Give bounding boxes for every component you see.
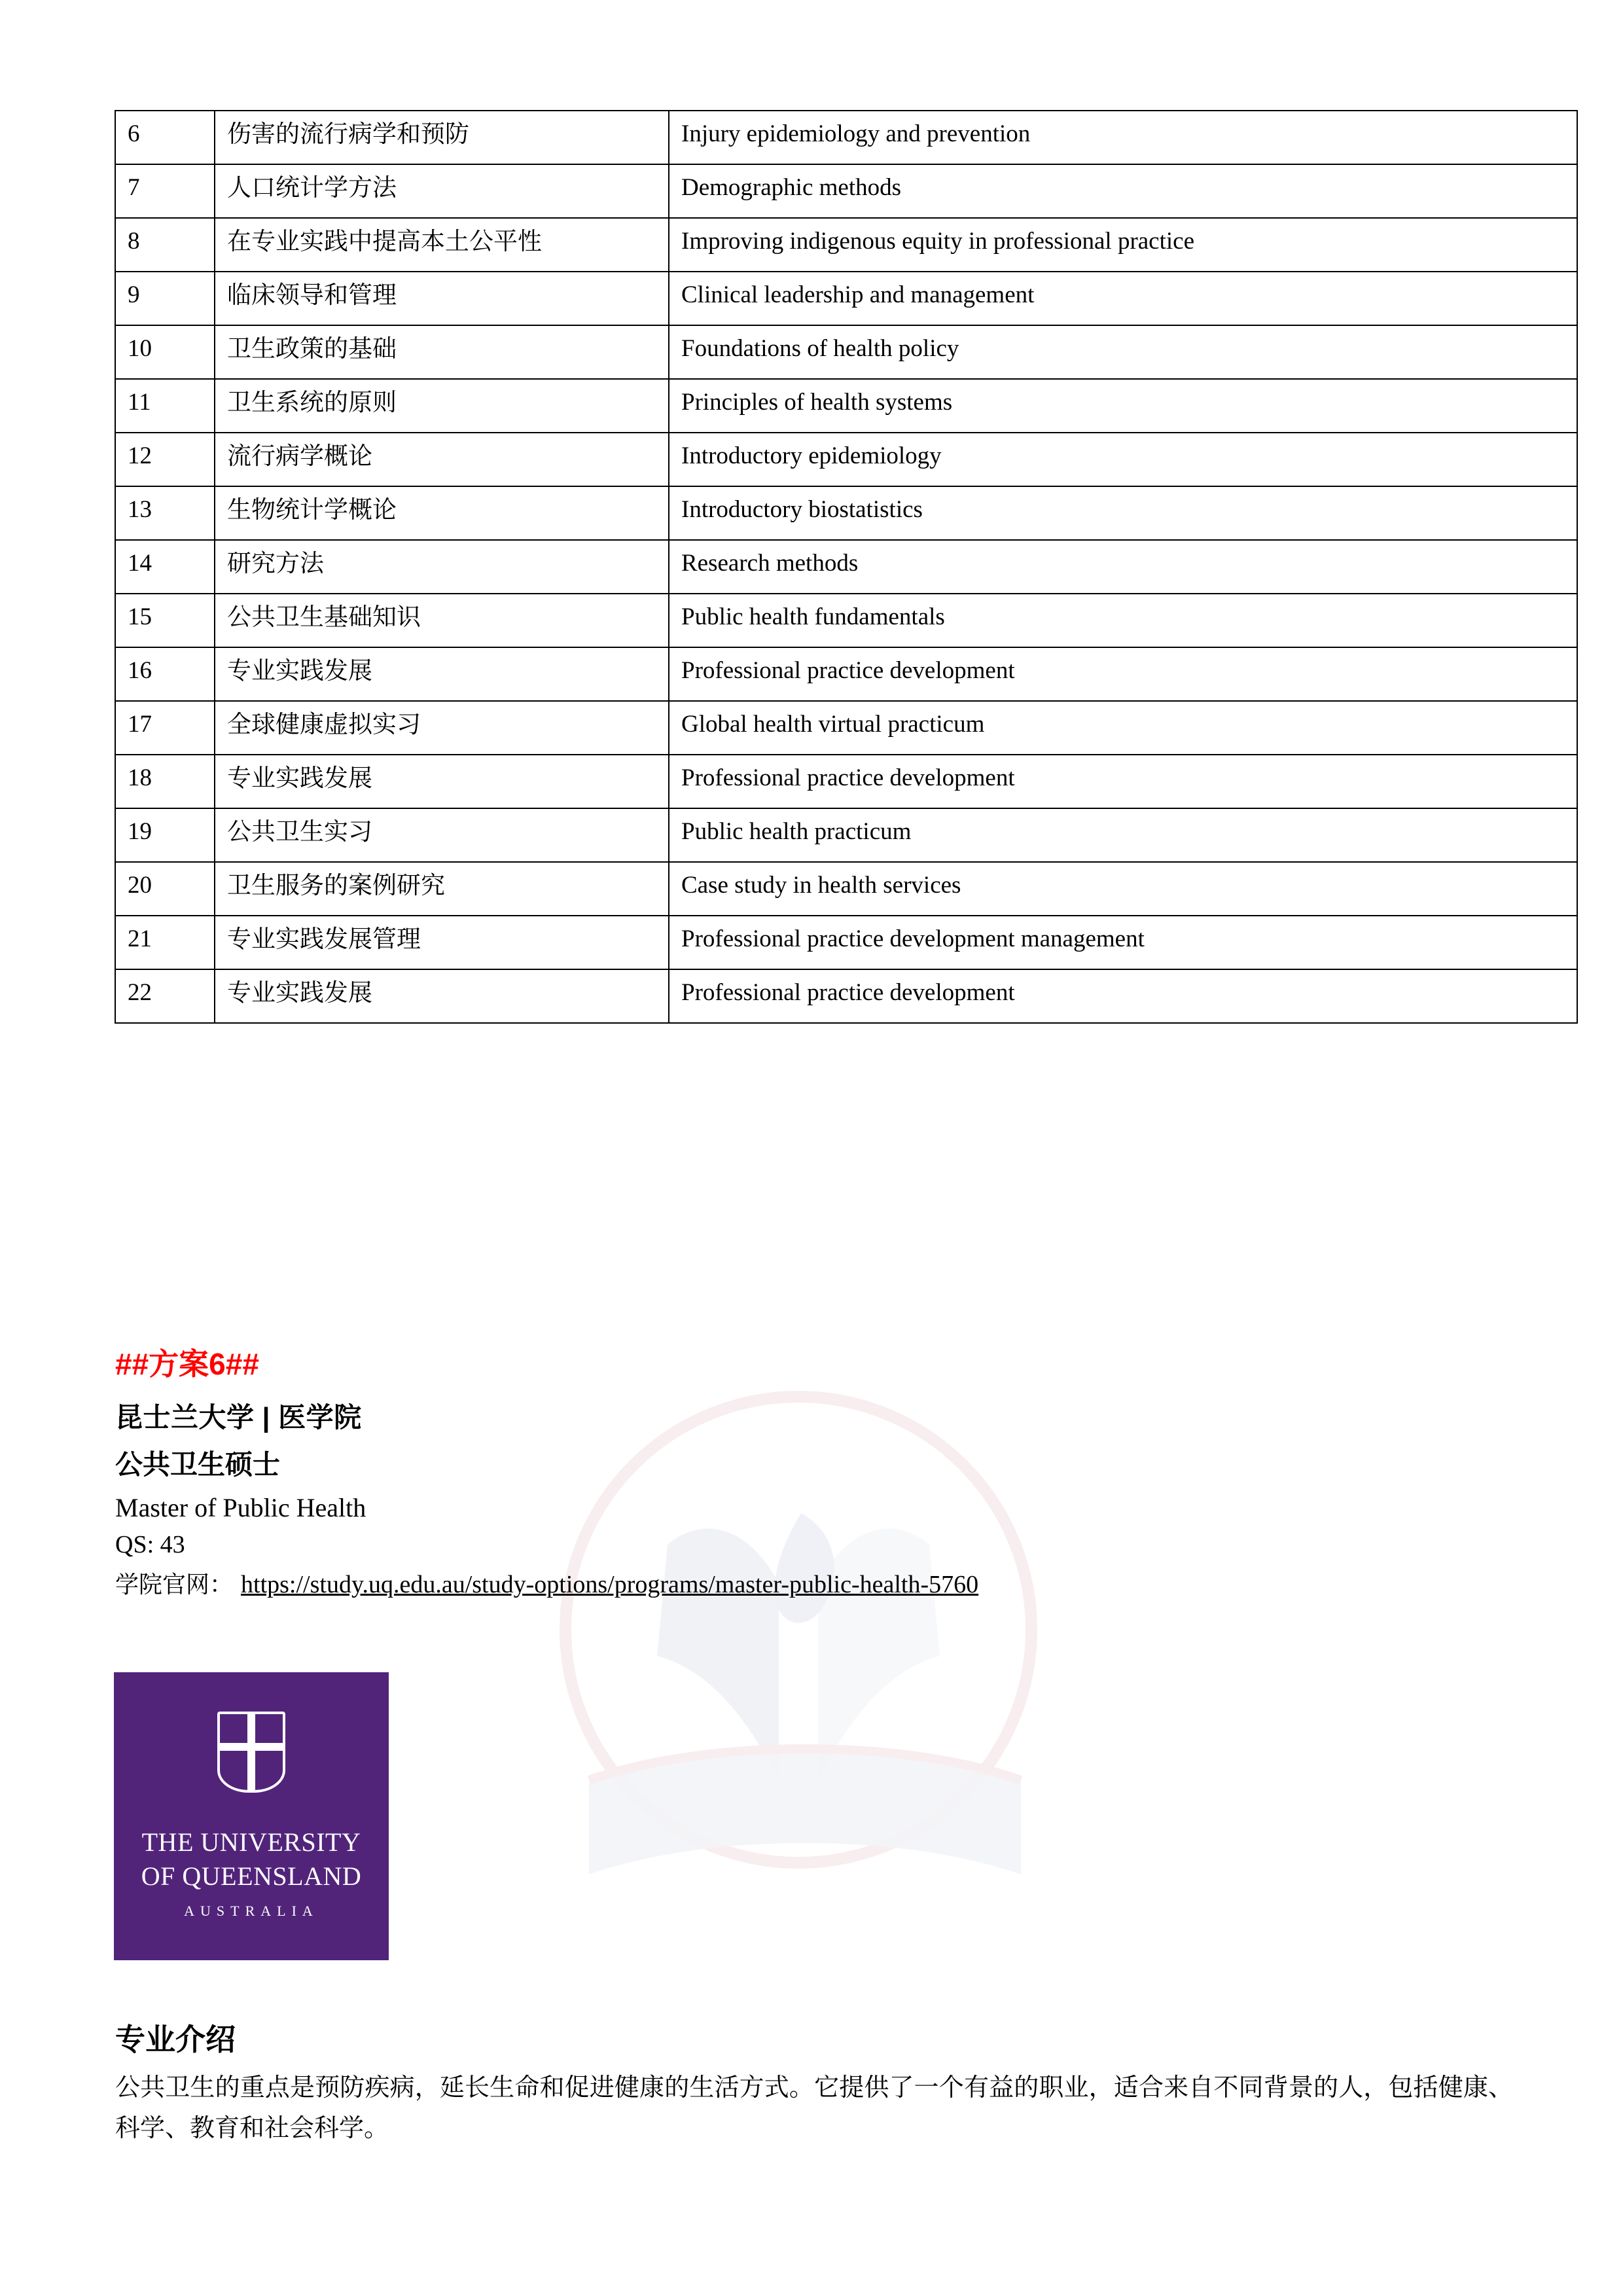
table-row [115,325,1577,379]
table-cell-name-zh: 临床领导和管理 [215,272,669,325]
table-cell-name-zh: 专业实践发展 [215,647,669,701]
table-cell-name-en: Professional practice development [669,755,1577,808]
table-cell-number: 19 [115,808,215,862]
table-row [115,862,1577,916]
logo-line-2: OF QUEENSLAND [141,1861,362,1891]
table-cell-name-zh: 研究方法 [215,540,669,594]
degree-title-en: Master of Public Health [115,1493,366,1522]
table-cell-number: 17 [115,701,215,755]
course-table [115,110,1578,1024]
table-cell-name-en: Injury epidemiology and prevention [669,111,1577,164]
table-row [115,272,1577,325]
qs-ranking: QS: 43 [115,1531,185,1558]
table-cell-name-en: Principles of health systems [669,379,1577,433]
table-cell-name-zh: 全球健康虚拟实习 [215,701,669,755]
table-cell-number: 12 [115,433,215,486]
table-row [115,808,1577,862]
university-logo [114,1672,389,1960]
table-cell-name-zh: 专业实践发展 [215,969,669,1023]
table-cell-name-zh: 专业实践发展 [215,755,669,808]
table-cell-name-en: Professional practice development [669,647,1577,701]
table-row [115,969,1577,1023]
table-cell-name-zh: 流行病学概论 [215,433,669,486]
degree-title-zh: 公共卫生硕士 [115,1449,281,1480]
table-cell-number: 7 [115,164,215,218]
table-cell-number: 15 [115,594,215,647]
table-cell-name-zh: 伤害的流行病学和预防 [215,111,669,164]
table-row [115,433,1577,486]
official-website-link[interactable]: https://study.uq.edu.au/study-options/programs/master-public-health-5760 [241,1571,979,1598]
table-cell-number: 20 [115,862,215,916]
table-cell-number: 16 [115,647,215,701]
table-cell-name-zh: 公共卫生基础知识 [215,594,669,647]
table-cell-number: 8 [115,218,215,272]
table-cell-name-zh: 公共卫生实习 [215,808,669,862]
table-cell-number: 21 [115,916,215,969]
table-cell-number: 9 [115,272,215,325]
table-row [115,701,1577,755]
intro-heading: 专业介绍 [115,2022,236,2056]
logo-line-3: AUSTRALIA [184,1903,319,1919]
intro-body: 公共卫生的重点是预防疾病，延长生命和促进健康的生活方式。它提供了一个有益的职业，适合来自不同背景的人，包括健康、科学、教育和社会科学。 [115,2074,1513,2142]
official-website-row [115,1566,978,1600]
table-row [115,755,1577,808]
table-cell-number: 13 [115,486,215,540]
table-cell-name-zh: 生物统计学概论 [215,486,669,540]
table-cell-name-zh: 人口统计学方法 [215,164,669,218]
official-website-label: 学院官网： [115,1571,234,1598]
table-cell-name-zh: 专业实践发展管理 [215,916,669,969]
table-cell-name-en: Improving indigenous equity in professional practice [669,218,1577,272]
table-cell-name-en: Foundations of health policy [669,325,1577,379]
table-row [115,486,1577,540]
table-cell-name-en: Global health virtual practicum [669,701,1577,755]
table-cell-name-en: Research methods [669,540,1577,594]
table-row [115,647,1577,701]
table-row [115,379,1577,433]
course-table-body [115,111,1577,1023]
table-cell-name-zh: 卫生系统的原则 [215,379,669,433]
table-cell-name-en: Case study in health services [669,862,1577,916]
table-row [115,540,1577,594]
table-cell-number: 14 [115,540,215,594]
plan-section-tag: ##方案6## [115,1347,259,1381]
table-row [115,594,1577,647]
table-row [115,164,1577,218]
shield-crest-icon [217,1712,285,1793]
table-cell-number: 18 [115,755,215,808]
table-cell-number: 22 [115,969,215,1023]
table-cell-name-en: Clinical leadership and management [669,272,1577,325]
table-cell-number: 11 [115,379,215,433]
table-cell-name-zh: 卫生服务的案例研究 [215,862,669,916]
table-row [115,111,1577,164]
table-cell-name-en: Demographic methods [669,164,1577,218]
table-cell-name-en: Introductory biostatistics [669,486,1577,540]
table-cell-number: 6 [115,111,215,164]
table-cell-name-en: Public health practicum [669,808,1577,862]
table-cell-name-en: Professional practice development management [669,916,1577,969]
table-cell-name-zh: 在专业实践中提高本土公平性 [215,218,669,272]
table-cell-number: 10 [115,325,215,379]
university-faculty-line: 昆士兰大学 | 医学院 [115,1402,362,1433]
table-cell-name-en: Public health fundamentals [669,594,1577,647]
logo-line-1: THE UNIVERSITY [141,1827,361,1857]
table-row [115,916,1577,969]
table-cell-name-zh: 卫生政策的基础 [215,325,669,379]
table-row [115,218,1577,272]
table-cell-name-en: Professional practice development [669,969,1577,1023]
table-cell-name-en: Introductory epidemiology [669,433,1577,486]
